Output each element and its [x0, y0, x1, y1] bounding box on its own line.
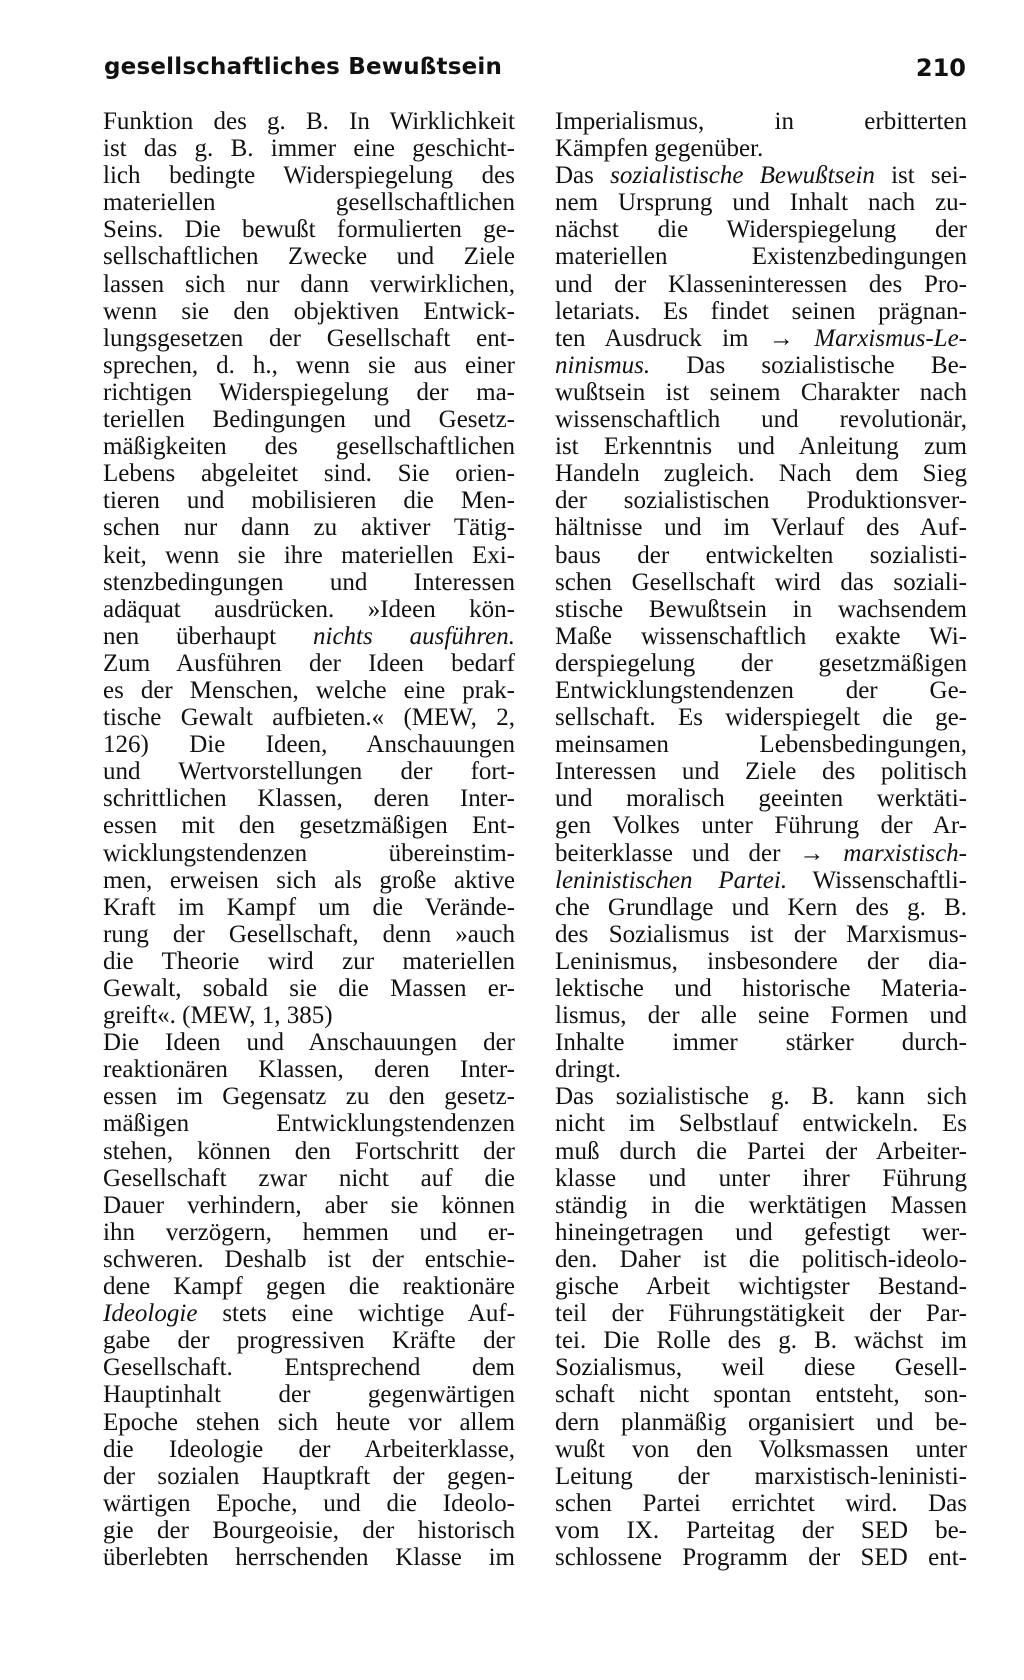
text-line: [103, 1165, 515, 1192]
line-text: stehen, können den Fortschritt der: [103, 1137, 515, 1165]
line-text: Dauer verhindern, aber sie können: [103, 1191, 515, 1219]
text-line: [555, 487, 967, 514]
text-line: [555, 1327, 967, 1354]
italic-text: nichts ausführen.: [313, 622, 515, 650]
line-text: hältnisse und im Verlauf des Auf-: [555, 514, 967, 542]
line-text: wärtigen Epoche, und die Ideolo-: [103, 1489, 515, 1517]
text-line: [103, 1463, 515, 1490]
text-line: [103, 812, 515, 839]
text-line: [555, 1219, 967, 1246]
text-line: [555, 298, 967, 325]
text-line: [555, 596, 967, 623]
line-text: ist Erkenntnis und Anleitung zum: [555, 433, 967, 461]
line-text: Inhalte immer stärker durch-: [555, 1029, 967, 1057]
line-text: che Grundlage und Kern des g. B.: [555, 893, 967, 921]
text-line: [103, 325, 515, 352]
text-line: [103, 1409, 515, 1436]
text-line: [103, 406, 515, 433]
line-text: lismus, der alle seine Formen und: [555, 1002, 967, 1030]
text-line: [103, 731, 515, 758]
text-line: [103, 379, 515, 406]
line-text: reaktionären Klassen, deren Inter-: [103, 1056, 515, 1084]
line-text: sellschaft. Es widerspiegelt die ge-: [555, 704, 967, 732]
line-text: schaft nicht spontan entsteht, son-: [555, 1381, 967, 1409]
line-text: keit, wenn sie ihre materiellen Exi-: [103, 541, 515, 569]
line-text: Funktion des g. B. In Wirklichkeit: [103, 108, 515, 135]
line-text: meinsamen Lebensbedingungen,: [555, 731, 967, 759]
text-line: [555, 650, 967, 677]
text-line: [555, 1490, 967, 1517]
text-line: [555, 433, 967, 460]
line-text: die Ideologie der Arbeiterklasse,: [103, 1435, 515, 1463]
text-line: [103, 1110, 515, 1137]
italic-text: sozialistische Bewußtsein: [610, 162, 875, 190]
text-line: [555, 189, 967, 216]
text-line: [103, 135, 515, 162]
text-line: [103, 1517, 515, 1544]
line-text: vom IX. Parteitag der SED be-: [555, 1516, 967, 1544]
text-line: [555, 216, 967, 243]
line-text: tei. Die Rolle des g. B. wächst im: [555, 1327, 967, 1355]
text-line: [555, 921, 967, 948]
line-text: mäßigkeiten des gesellschaftlichen: [103, 433, 515, 461]
line-text: stenzbedingungen und Interessen: [103, 568, 515, 596]
line-text: richtigen Widerspiegelung der ma-: [103, 378, 515, 406]
text-line: [103, 542, 515, 569]
line-text: Entwicklungstendenzen der Ge-: [555, 676, 967, 704]
text-line: [555, 1165, 967, 1192]
text-line: [555, 135, 967, 162]
line-text: Lebens abgeleitet sind. Sie orien-: [103, 460, 515, 488]
line-text: greift«. (MEW, 1, 385): [103, 1002, 333, 1030]
text-line: [103, 216, 515, 243]
italic-text: Marxismus-Le-: [814, 324, 967, 352]
line-text: Maße wissenschaftlich exakte Wi-: [555, 622, 967, 650]
line-text: dene Kampf gegen die reaktionäre: [103, 1273, 515, 1301]
text-line: [103, 108, 515, 135]
line-text: Imperialismus, in erbitterten: [555, 108, 967, 135]
line-text: lungsgesetzen der Gesellschaft ent-: [103, 324, 515, 352]
text-line: [103, 758, 515, 785]
left-text-column: [103, 108, 515, 1571]
text-line: [103, 975, 515, 1002]
text-line: [555, 1409, 967, 1436]
italic-text: ninismus.: [555, 351, 651, 379]
text-line: [103, 650, 515, 677]
text-line: [103, 1490, 515, 1517]
line-text: materiellen Existenzbedingungen: [555, 243, 967, 271]
text-line: [103, 271, 515, 298]
text-line: [555, 677, 967, 704]
text-line: [555, 1544, 967, 1571]
text-line: [555, 894, 967, 921]
text-line: [103, 1300, 515, 1327]
line-text: Zum Ausführen der Ideen bedarf: [103, 649, 515, 677]
text-line: [103, 1246, 515, 1273]
line-text: gie der Bourgeoisie, der historisch: [103, 1516, 515, 1544]
text-line: [555, 162, 967, 189]
page-header: [104, 54, 966, 90]
running-head: gesellschaftliches Bewußtsein: [104, 54, 503, 80]
text-line: [103, 460, 515, 487]
text-line: [103, 623, 515, 650]
line-text: es der Menschen, welche eine prak-: [103, 676, 515, 704]
text-line: [103, 894, 515, 921]
text-line: [555, 1192, 967, 1219]
line-text: wenn sie den objektiven Entwick-: [103, 297, 515, 325]
text-line: [555, 542, 967, 569]
line-text: dern planmäßig organisiert und be-: [555, 1408, 967, 1436]
line-text: die Theorie wird zur materiellen: [103, 947, 515, 975]
text-line: [555, 243, 967, 270]
text-line: [555, 352, 967, 379]
line-text: Sozialismus, weil diese Gesell-: [555, 1354, 967, 1382]
text-line: [555, 108, 967, 135]
text-line: [103, 1002, 515, 1029]
text-line: [555, 785, 967, 812]
text-line: [103, 867, 515, 894]
line-text: letariats. Es findet seinen prägnan-: [555, 297, 967, 325]
text-line: [103, 487, 515, 514]
line-text: Gesellschaft. Entsprechend dem: [103, 1354, 515, 1382]
text-line: [555, 975, 967, 1002]
line-text: ist das g. B. immer eine geschicht-: [103, 135, 515, 163]
text-line: [103, 352, 515, 379]
text-line: [555, 1110, 967, 1137]
line-text: sprechen, d. h., wenn sie aus einer: [103, 351, 515, 379]
text-line: [103, 569, 515, 596]
text-line: [555, 406, 967, 433]
line-text: schlossene Programm der SED ent-: [555, 1543, 967, 1571]
line-text: nem Ursprung und Inhalt nach zu-: [555, 189, 967, 217]
line-text: gen Volkes unter Führung der Ar-: [555, 812, 967, 840]
line-text: 126) Die Ideen, Anschauungen: [103, 731, 515, 759]
line-text: sellschaftlichen Zwecke und Ziele: [103, 243, 515, 271]
text-line: [103, 1219, 515, 1246]
line-text: tieren und mobilisieren die Men-: [103, 487, 515, 515]
line-text: Interessen und Ziele des politisch: [555, 758, 967, 786]
line-text: Wissenschaftli-: [812, 866, 967, 894]
line-text: Hauptinhalt der gegenwärtigen: [103, 1381, 515, 1409]
line-text: Kraft im Kampf um die Verände-: [103, 893, 515, 921]
line-text: der sozialen Hauptkraft der gegen-: [103, 1462, 515, 1490]
line-text: adäquat ausdrücken. »Ideen kön-: [103, 595, 515, 623]
text-line: [555, 460, 967, 487]
line-text: Kämpfen gegenüber.: [555, 135, 764, 163]
italic-text: Ideologie: [103, 1300, 198, 1328]
line-text: Das sozialistische g. B. kann sich: [555, 1083, 967, 1111]
text-line: [555, 1463, 967, 1490]
text-line: [103, 189, 515, 216]
line-text: hineingetragen und gefestigt wer-: [555, 1218, 967, 1246]
line-text: nicht im Selbstlauf entwickeln. Es: [555, 1110, 967, 1138]
text-line: [103, 514, 515, 541]
text-line: [103, 1381, 515, 1408]
line-text: wissenschaftlich und revolutionär,: [555, 406, 967, 434]
line-text: gabe der progressiven Kräfte der: [103, 1327, 515, 1355]
text-line: [555, 1056, 967, 1083]
text-line: [555, 514, 967, 541]
line-text: essen mit den gesetzmäßigen Ent-: [103, 812, 515, 840]
text-line: [555, 758, 967, 785]
line-text: teil der Führungstätigkeit der Par-: [555, 1300, 967, 1328]
line-text: rung der Gesellschaft, denn »auch: [103, 920, 515, 948]
line-text: nen überhaupt: [103, 622, 277, 650]
line-text: Handeln zugleich. Nach dem Sieg: [555, 460, 967, 488]
line-text: lassen sich nur dann verwirklichen,: [103, 270, 515, 298]
line-text: und moralisch geeinten werktäti-: [555, 785, 967, 813]
line-text: wicklungstendenzen übereinstim-: [103, 839, 515, 867]
text-line: [555, 1381, 967, 1408]
line-text: und der Klasseninteressen des Pro-: [555, 270, 967, 298]
text-line: [555, 1246, 967, 1273]
line-text: essen im Gegensatz zu den gesetz-: [103, 1083, 515, 1111]
line-text: tische Gewalt aufbieten.« (MEW, 2,: [103, 704, 515, 732]
text-line: [103, 1273, 515, 1300]
text-line: [103, 1354, 515, 1381]
text-line: [103, 162, 515, 189]
page-number: 210: [915, 54, 966, 82]
line-text: baus der entwickelten sozialisti-: [555, 541, 967, 569]
line-text: überlebten herrschenden Klasse im: [103, 1543, 515, 1571]
text-line: [103, 243, 515, 270]
text-line: [103, 298, 515, 325]
line-text: klasse und unter ihrer Führung: [555, 1164, 967, 1192]
line-text: gische Arbeit wichtigster Bestand-: [555, 1273, 967, 1301]
line-text: nächst die Widerspiegelung der: [555, 216, 967, 244]
line-text: men, erweisen sich als große aktive: [103, 866, 515, 894]
line-text: den. Daher ist die politisch-ideolo-: [555, 1245, 967, 1273]
text-line: [103, 840, 515, 867]
text-line: [555, 325, 967, 352]
text-line: [103, 1544, 515, 1571]
line-text: der sozialistischen Produktionsver-: [555, 487, 967, 515]
text-line: [555, 569, 967, 596]
text-line: [103, 1192, 515, 1219]
text-line: [103, 1327, 515, 1354]
line-text: beiterklasse und der →: [555, 839, 825, 867]
text-line: [555, 1029, 967, 1056]
line-text: schrittlichen Klassen, deren Inter-: [103, 785, 515, 813]
text-line: [555, 271, 967, 298]
italic-text: leninistischen Partei.: [555, 866, 788, 894]
line-text: und Wertvorstellungen der fort-: [103, 758, 515, 786]
line-text: schen Gesellschaft wird das soziali-: [555, 568, 967, 596]
text-line: [103, 921, 515, 948]
text-line: [103, 948, 515, 975]
text-line: [103, 1083, 515, 1110]
line-text: ist sei-: [891, 162, 967, 190]
line-text: schweren. Deshalb ist der entschie-: [103, 1245, 515, 1273]
text-line: [555, 867, 967, 894]
line-text: wußt von den Volksmassen unter: [555, 1435, 967, 1463]
line-text: mäßigen Entwicklungstendenzen: [103, 1110, 515, 1138]
text-line: [103, 1029, 515, 1056]
line-text: schen Partei errichtet wird. Das: [555, 1489, 967, 1517]
text-line: [555, 1300, 967, 1327]
text-line: [555, 1083, 967, 1110]
text-line: [555, 1002, 967, 1029]
line-text: Gesellschaft zwar nicht auf die: [103, 1164, 515, 1192]
text-line: [103, 1056, 515, 1083]
text-line: [555, 1273, 967, 1300]
text-line: [555, 1138, 967, 1165]
line-text: Leninismus, insbesondere der dia-: [555, 947, 967, 975]
line-text: ständig in die werktätigen Massen: [555, 1191, 967, 1219]
line-text: stische Bewußtsein in wachsendem: [555, 595, 967, 623]
italic-text: marxistisch-: [843, 839, 967, 867]
line-text: lich bedingte Widerspiegelung des: [103, 162, 515, 190]
line-text: teriellen Bedingungen und Gesetz-: [103, 406, 515, 434]
text-line: [555, 704, 967, 731]
line-text: dringt.: [555, 1056, 621, 1084]
line-text: ihn verzögern, hemmen und er-: [103, 1218, 515, 1246]
text-line: [103, 1436, 515, 1463]
line-text: Gewalt, sobald sie die Massen er-: [103, 975, 515, 1002]
line-text: ten Ausdruck im →: [555, 324, 794, 352]
text-line: [103, 704, 515, 731]
text-line: [555, 731, 967, 758]
text-line: [555, 1436, 967, 1463]
line-text: wußtsein ist seinem Charakter nach: [555, 378, 967, 406]
line-text: Leitung der marxistisch-leninisti-: [555, 1462, 967, 1490]
text-line: [555, 1354, 967, 1381]
line-text: Epoche stehen sich heute vor allem: [103, 1408, 515, 1436]
line-text: Seins. Die bewußt formulierten ge-: [103, 216, 515, 244]
text-line: [103, 596, 515, 623]
line-text: schen nur dann zu aktiver Tätig-: [103, 514, 515, 542]
text-line: [555, 623, 967, 650]
text-line: [555, 948, 967, 975]
line-text: materiellen gesellschaftlichen: [103, 189, 515, 217]
text-line: [555, 840, 967, 867]
line-text: muß durch die Partei der Arbeiter-: [555, 1137, 967, 1165]
text-line: [555, 379, 967, 406]
line-text: stets eine wichtige Auf-: [222, 1300, 515, 1328]
text-line: [103, 677, 515, 704]
text-line: [103, 433, 515, 460]
line-text: Das sozialistische Be-: [686, 351, 967, 379]
text-line: [103, 1138, 515, 1165]
line-text: lektische und historische Materia-: [555, 975, 967, 1002]
line-text: derspiegelung der gesetzmäßigen: [555, 649, 967, 677]
line-text: des Sozialismus ist der Marxismus-: [555, 920, 967, 948]
text-line: [555, 812, 967, 839]
text-line: [555, 1517, 967, 1544]
right-text-column: [555, 108, 967, 1571]
text-line: [103, 785, 515, 812]
line-text: Das: [555, 162, 594, 190]
line-text: Die Ideen und Anschauungen der: [103, 1029, 515, 1057]
